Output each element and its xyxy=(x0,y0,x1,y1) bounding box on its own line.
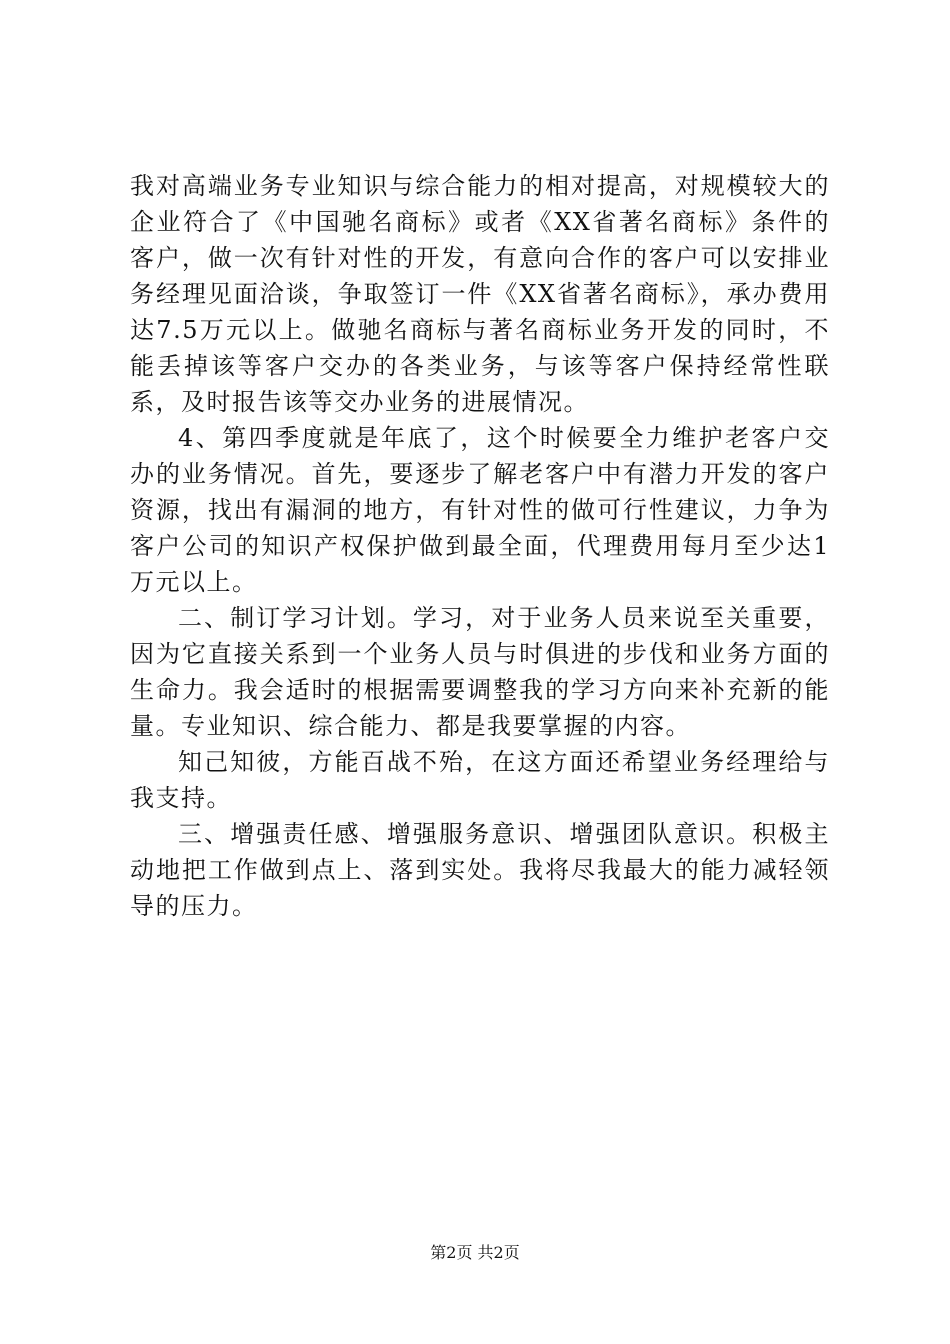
page-footer xyxy=(0,1243,950,1263)
document-body xyxy=(130,168,830,924)
paragraph-5: 三、增强责任感、增强服务意识、增强团队意识。积极主动地把工作做到点上、落到实处。我将尽我最大的能力减轻领导的压力。 xyxy=(130,820,830,920)
page-number-label: 第2页 共2页 xyxy=(430,1243,520,1262)
paragraph-1: 我对高端业务专业知识与综合能力的相对提高，对规模较大的企业符合了《中国驰名商标》或者《XX省著名商标》条件的客户，做一次有针对性的开发，有意向合作的客户可以安排业务经理见面洽谈，争取签订一件《XX省著名商标》，承办费用达7.5万元以上。做驰名商标与著名商标业务开发的同时，不能丢掉该等客户交办的各类业务，与该等客户保持经常性联系，及时报告该等交办业务的进展情况。 xyxy=(130,172,830,416)
paragraph-2: 4、第四季度就是年底了，这个时候要全力维护老客户交办的业务情况。首先，要逐步了解老客户中有潜力开发的客户资源，找出有漏洞的地方，有针对性的做可行性建议，力争为客户公司的知识产权保护做到最全面，代理费用每月至少达1万元以上。 xyxy=(130,424,830,596)
paragraph-4: 知己知彼，方能百战不殆，在这方面还希望业务经理给与我支持。 xyxy=(130,748,830,812)
paragraph-3: 二、制订学习计划。学习，对于业务人员来说至关重要，因为它直接关系到一个业务人员与时俱进的步伐和业务方面的生命力。我会适时的根据需要调整我的学习方向来补充新的能量。专业知识、综合能力、都是我要掌握的内容。 xyxy=(130,604,830,740)
